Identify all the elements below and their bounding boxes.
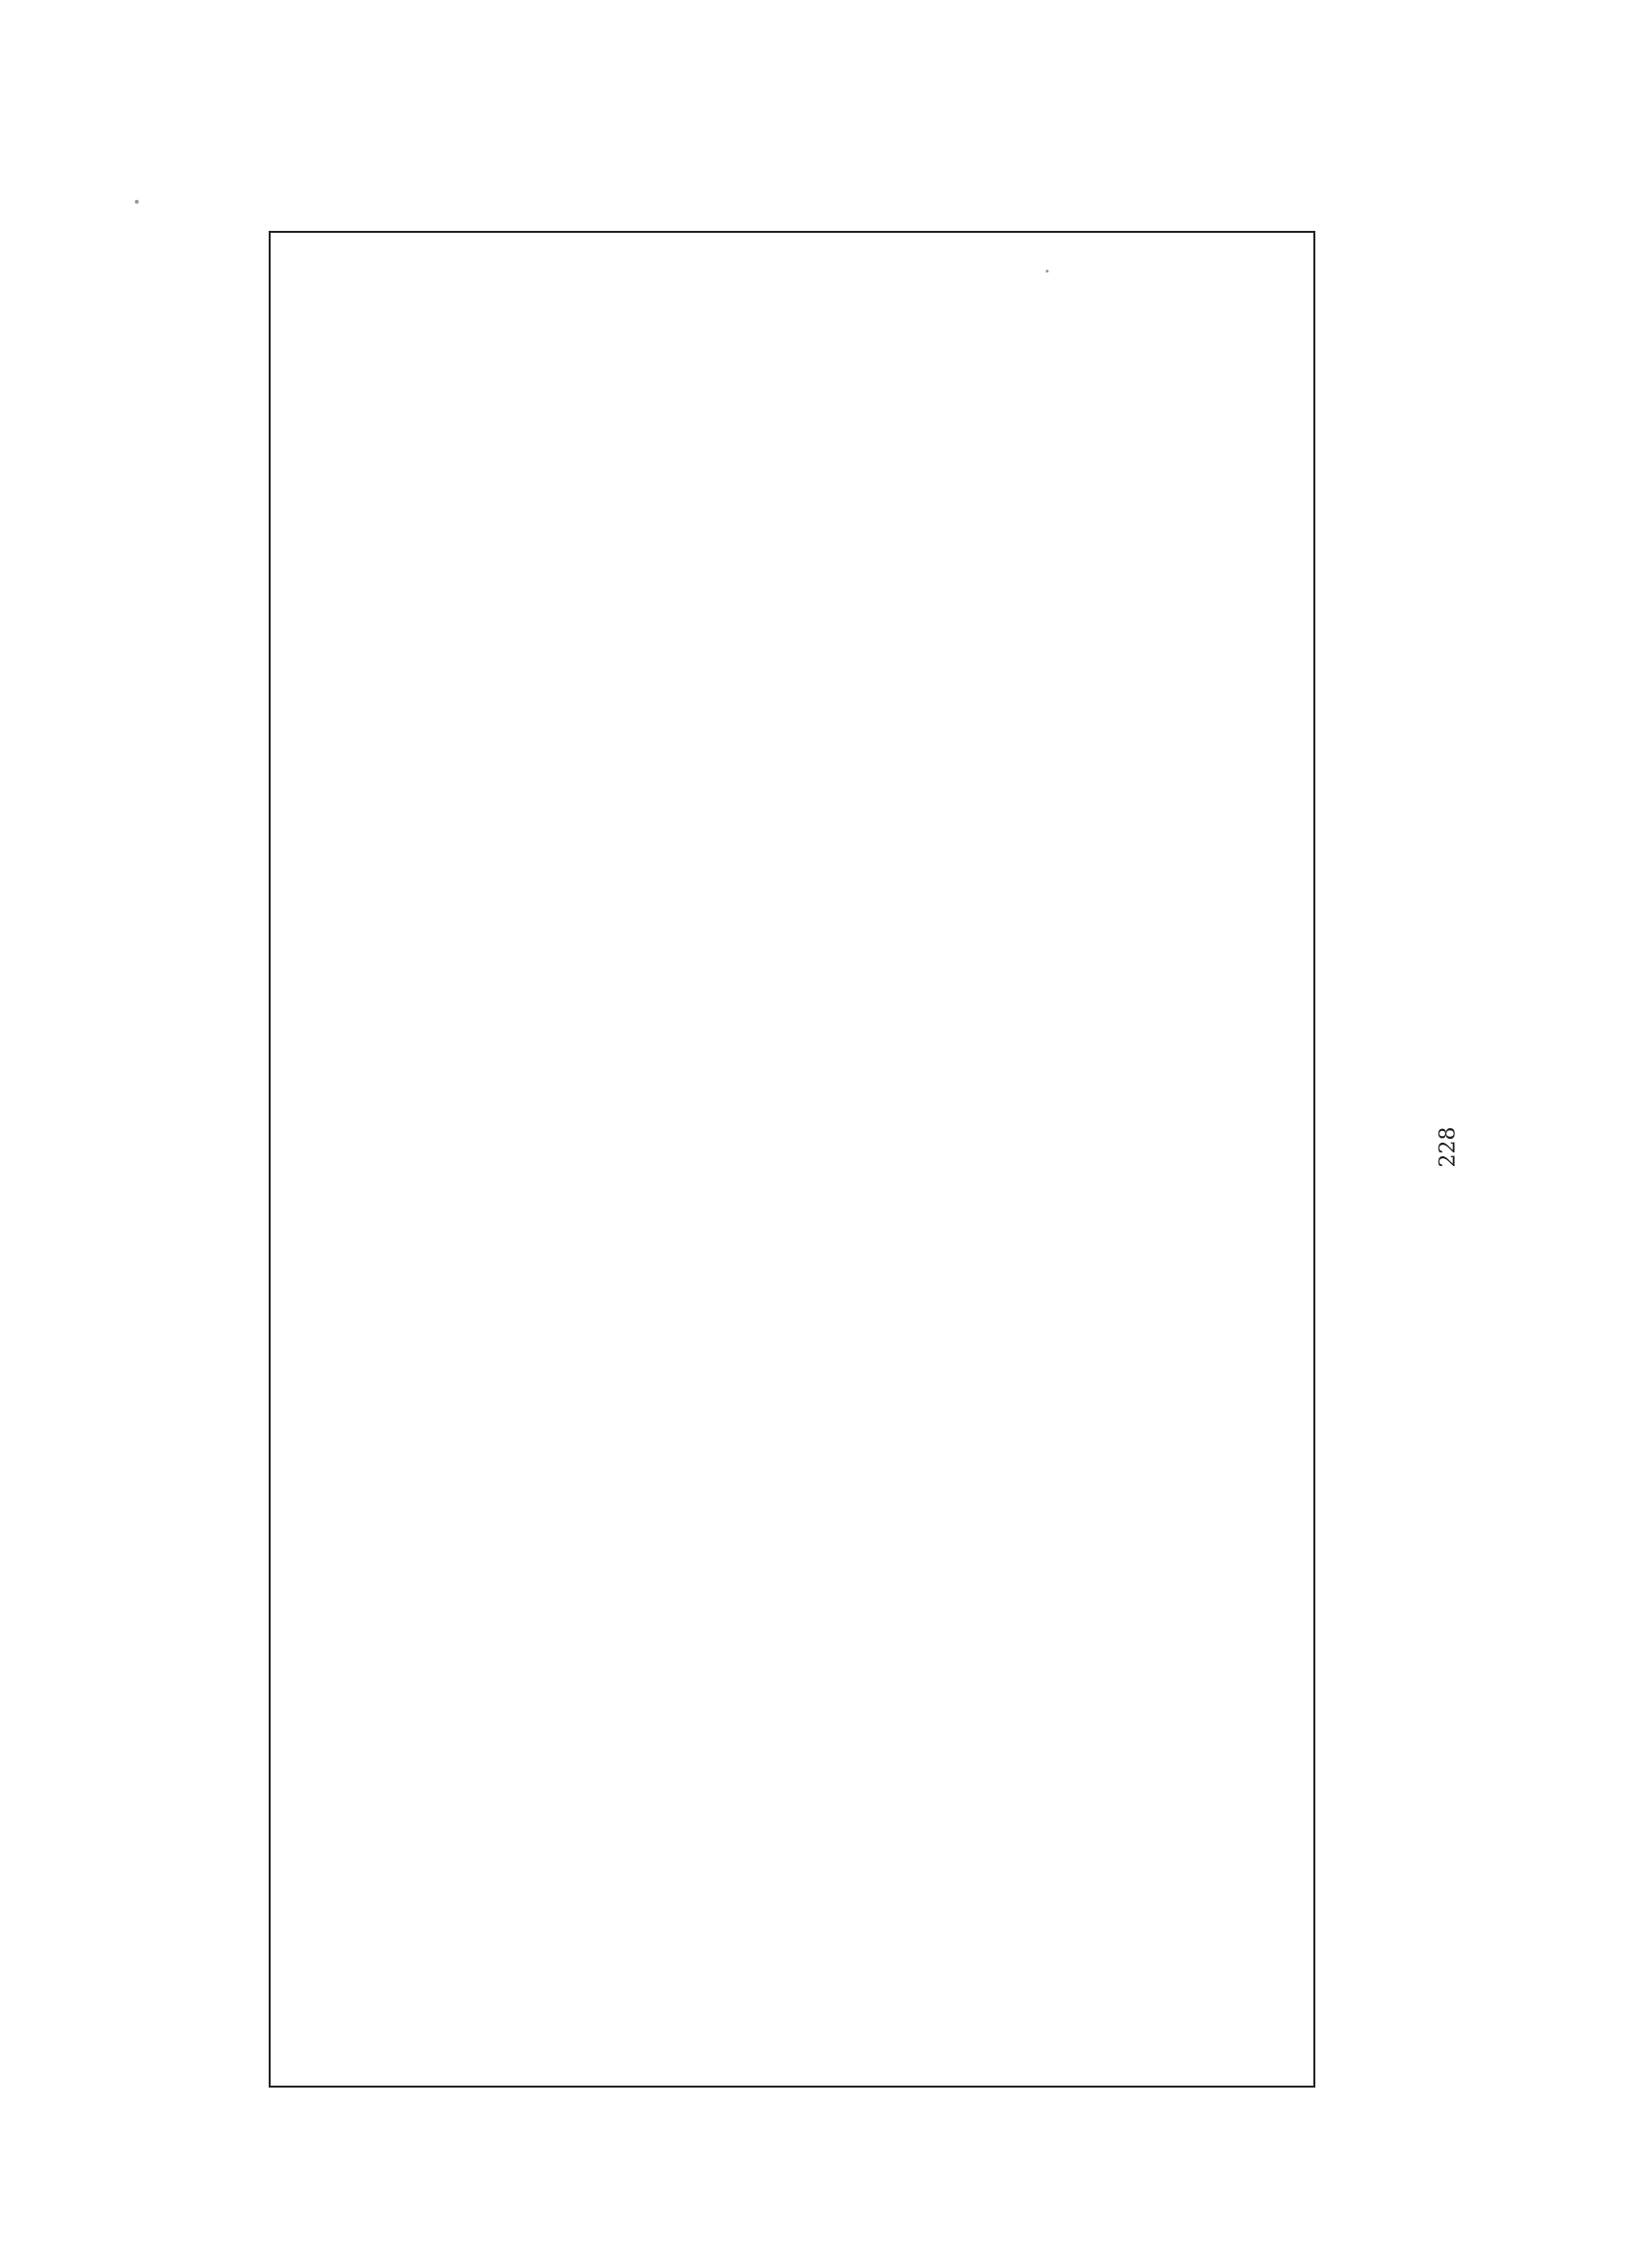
scan-speck <box>135 200 139 204</box>
scan-speck <box>1046 270 1049 273</box>
page-number: 228 <box>1436 1126 1461 1168</box>
data-table <box>269 231 1315 2088</box>
